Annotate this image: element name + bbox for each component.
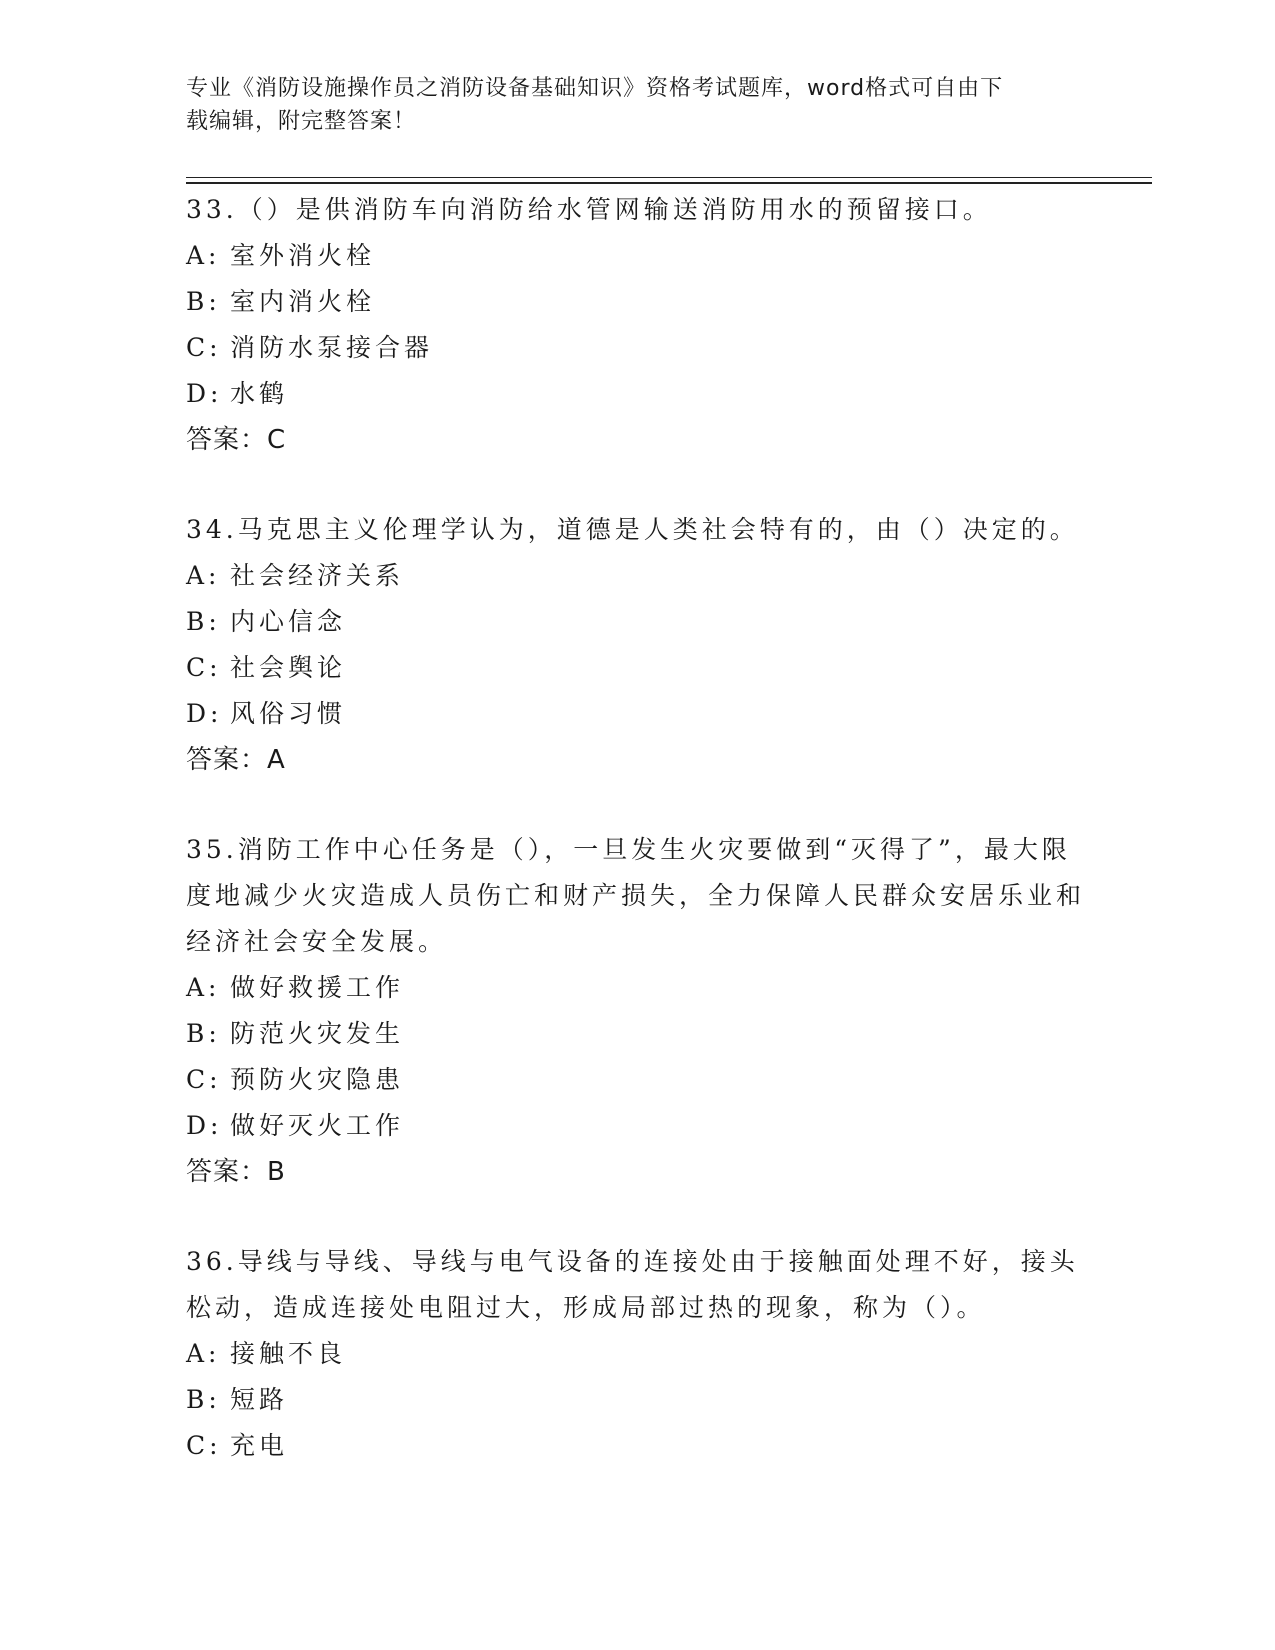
- option-text: 社会舆论: [230, 653, 347, 682]
- option-d: [186, 691, 1086, 737]
- option-letter: B:: [186, 1019, 221, 1048]
- option-text: 做好灭火工作: [230, 1111, 405, 1140]
- option-a: [186, 553, 1086, 599]
- option-text: 防范火灾发生: [230, 1019, 405, 1048]
- question-text: 36.导线与导线、导线与电气设备的连接处由于接触面处理不好，接头松动，造成连接处电阻过大，形成局部过热的现象，称为（）。: [186, 1247, 1079, 1322]
- question-text: 33.（）是供消防车向消防给水管网输送消防用水的预留接口。: [186, 195, 992, 224]
- option-letter: C:: [186, 653, 222, 682]
- question-35: [186, 827, 1086, 1195]
- option-text: 接触不良: [230, 1339, 347, 1368]
- header-rule-thin: [186, 177, 1152, 178]
- option-text: 社会经济关系: [230, 561, 405, 590]
- document-header: [186, 72, 1086, 138]
- option-text: 室外消火栓: [230, 241, 376, 270]
- option-letter: C:: [186, 1065, 222, 1094]
- question-33: [186, 187, 1086, 463]
- option-c: [186, 325, 1086, 371]
- option-text: 充电: [230, 1431, 289, 1460]
- question-36: [186, 1239, 1086, 1469]
- option-letter: B:: [186, 607, 221, 636]
- option-letter: A:: [186, 1339, 221, 1368]
- option-letter: D:: [186, 379, 223, 408]
- option-text: 水鹤: [230, 379, 289, 408]
- answer: 答案：A: [186, 745, 286, 775]
- question-34: [186, 507, 1086, 783]
- option-letter: C:: [186, 1431, 222, 1460]
- question-text: 34.马克思主义伦理学认为，道德是人类社会特有的，由（）决定的。: [186, 515, 1079, 544]
- option-text: 做好救援工作: [230, 973, 405, 1002]
- option-text: 室内消火栓: [230, 287, 376, 316]
- option-b: [186, 599, 1086, 645]
- option-letter: B:: [186, 1385, 221, 1414]
- answer: 答案：C: [186, 425, 287, 455]
- option-letter: D:: [186, 699, 223, 728]
- question-list: [186, 187, 1086, 1513]
- header-line-1: 专业《消防设施操作员之消防设备基础知识》资格考试题库，word格式可自由下: [186, 76, 1004, 101]
- option-letter: A:: [186, 241, 221, 270]
- header-rule-thick: [186, 182, 1152, 184]
- option-b: [186, 279, 1086, 325]
- option-letter: A:: [186, 973, 221, 1002]
- option-text: 风俗习惯: [230, 699, 347, 728]
- option-d: [186, 1103, 1086, 1149]
- answer: 答案：B: [186, 1157, 286, 1187]
- option-letter: B:: [186, 287, 221, 316]
- option-letter: D:: [186, 1111, 223, 1140]
- option-text: 预防火灾隐患: [230, 1065, 405, 1094]
- option-c: [186, 645, 1086, 691]
- option-letter: A:: [186, 561, 221, 590]
- option-b: [186, 1011, 1086, 1057]
- option-letter: C:: [186, 333, 222, 362]
- option-text: 内心信念: [230, 607, 347, 636]
- option-c: [186, 1423, 1086, 1469]
- option-a: [186, 233, 1086, 279]
- option-a: [186, 965, 1086, 1011]
- option-d: [186, 371, 1086, 417]
- option-a: [186, 1331, 1086, 1377]
- option-text: 短路: [230, 1385, 289, 1414]
- header-line-2: 载编辑，附完整答案！: [186, 109, 417, 134]
- question-text: 35.消防工作中心任务是（），一旦发生火灾要做到“灭得了”，最大限度地减少火灾造成人员伤亡和财产损失，全力保障人民群众安居乐业和经济社会安全发展。: [186, 835, 1086, 956]
- option-b: [186, 1377, 1086, 1423]
- option-text: 消防水泵接合器: [230, 333, 434, 362]
- option-c: [186, 1057, 1086, 1103]
